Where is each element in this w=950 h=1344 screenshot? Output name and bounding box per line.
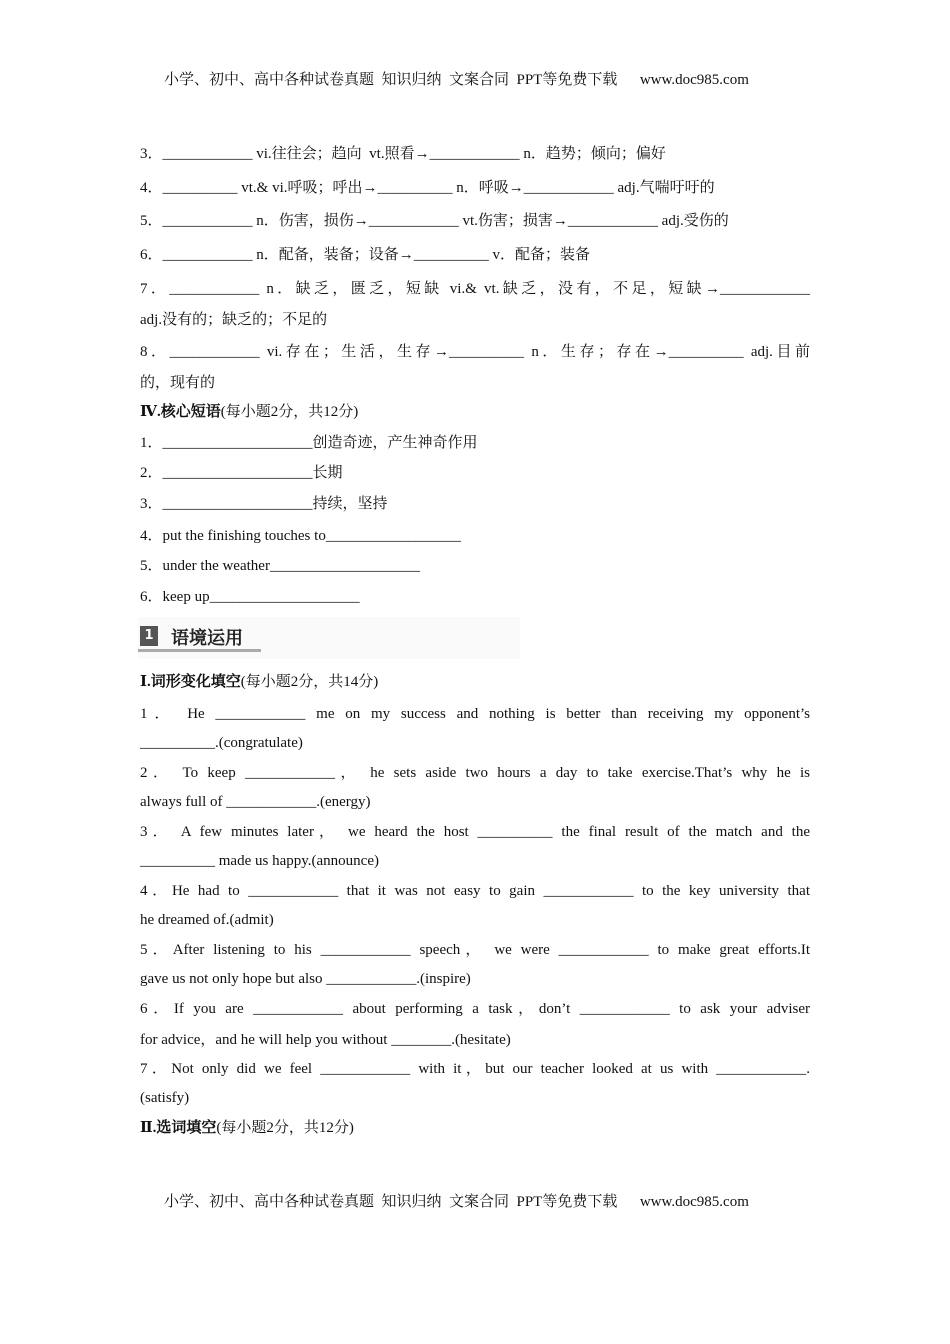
banner-number-icon: 1 [140,626,158,646]
exercise-line: 5．After listening to his ____________ speech， we were ____________ to make great efforts.It [140,942,810,958]
exercise-line: gave us not only hope but also ____________.(inspire) [140,971,471,987]
vocab-item-cont: 的，现有的 [140,375,216,391]
page-footer: 小学、初中、高中各种试卷真题 知识归纳 文案合同 PPT等免费下载 www.doc985.com [164,1194,749,1210]
exercise-line: 7．Not only did we feel ____________ with it，but our teacher looked at us with ____________. [140,1061,810,1077]
phrase-item: 3．____________________持续，坚持 [140,496,388,512]
part-heading [140,1118,354,1138]
part-note: (每小题2分，共14分) [240,674,379,690]
phrase-item: 4．put the finishing touches to__________________ [140,528,461,544]
part-heading [140,672,378,692]
exercise-line: __________.(congratulate) [140,735,303,751]
banner-title: 语境运用 [171,628,243,649]
exercise-line: 1． He ____________ me on my success and nothing is better than receiving my opponent’s [140,706,810,722]
exercise-line: for advice，and he will help you without ________.(hesitate) [140,1032,511,1048]
exercise-line: 4．He had to ____________ that it was not easy to gain ____________ to the key university that [140,883,810,899]
part-label: Ⅱ.选词填空 [140,1120,217,1136]
vocab-item: 3．____________ vi.往往会；趋向 vt.照看→____________ n．趋势；倾向；偏好 [140,146,666,162]
phrase-item: 1．____________________创造奇迹，产生神奇作用 [140,435,478,451]
section-note: (每小题2分，共12分) [220,404,359,420]
exercise-line: always full of ____________.(energy) [140,794,371,810]
phrase-item: 6．keep up____________________ [140,589,360,605]
exercise-line: 2． To keep ____________， he sets aside two hours a day to take exercise.That’s why he is [140,765,810,781]
exercise-line: __________ made us happy.(announce) [140,853,379,869]
banner-underline [138,649,261,652]
vocab-item-cont: adj.没有的；缺乏的；不足的 [140,312,328,328]
phrase-item: 2．____________________长期 [140,465,343,481]
part-label: Ⅰ.词形变化填空 [140,674,241,690]
vocab-item: 7．____________ n．缺乏，匮乏，短缺 vi.& vt.缺乏，没有，不足，短缺→____________ [140,281,810,297]
exercise-line: 6．If you are ____________ about performing a task，don’t ____________ to ask your adviser [140,1001,810,1017]
exercise-line: 3． A few minutes later， we heard the host __________ the final result of the match and the [140,824,810,840]
phrase-item: 5．under the weather____________________ [140,558,420,574]
vocab-item: 5．____________ n．伤害，损伤→____________ vt.伤害；损害→____________ adj.受伤的 [140,213,729,229]
vocab-item: 6．____________ n．配备，装备；设备→__________ v．配备；装备 [140,247,591,263]
section-heading [140,402,358,422]
part-note: (每小题2分，共12分) [216,1120,354,1136]
exercise-line: (satisfy) [140,1090,190,1106]
vocab-item: 4．__________ vt.& vi.呼吸；呼出→__________ n．呼吸→____________ adj.气喘吁吁的 [140,180,715,196]
exercise-line: he dreamed of.(admit) [140,912,274,928]
section-banner [138,617,520,659]
vocab-item: 8．____________ vi.存在；生活，生存→__________ n．生存；存在→__________ adj.目前 [140,344,810,360]
section-label: Ⅳ.核心短语 [140,404,221,420]
page-header: 小学、初中、高中各种试卷真题 知识归纳 文案合同 PPT等免费下载 www.doc985.com [164,72,749,88]
